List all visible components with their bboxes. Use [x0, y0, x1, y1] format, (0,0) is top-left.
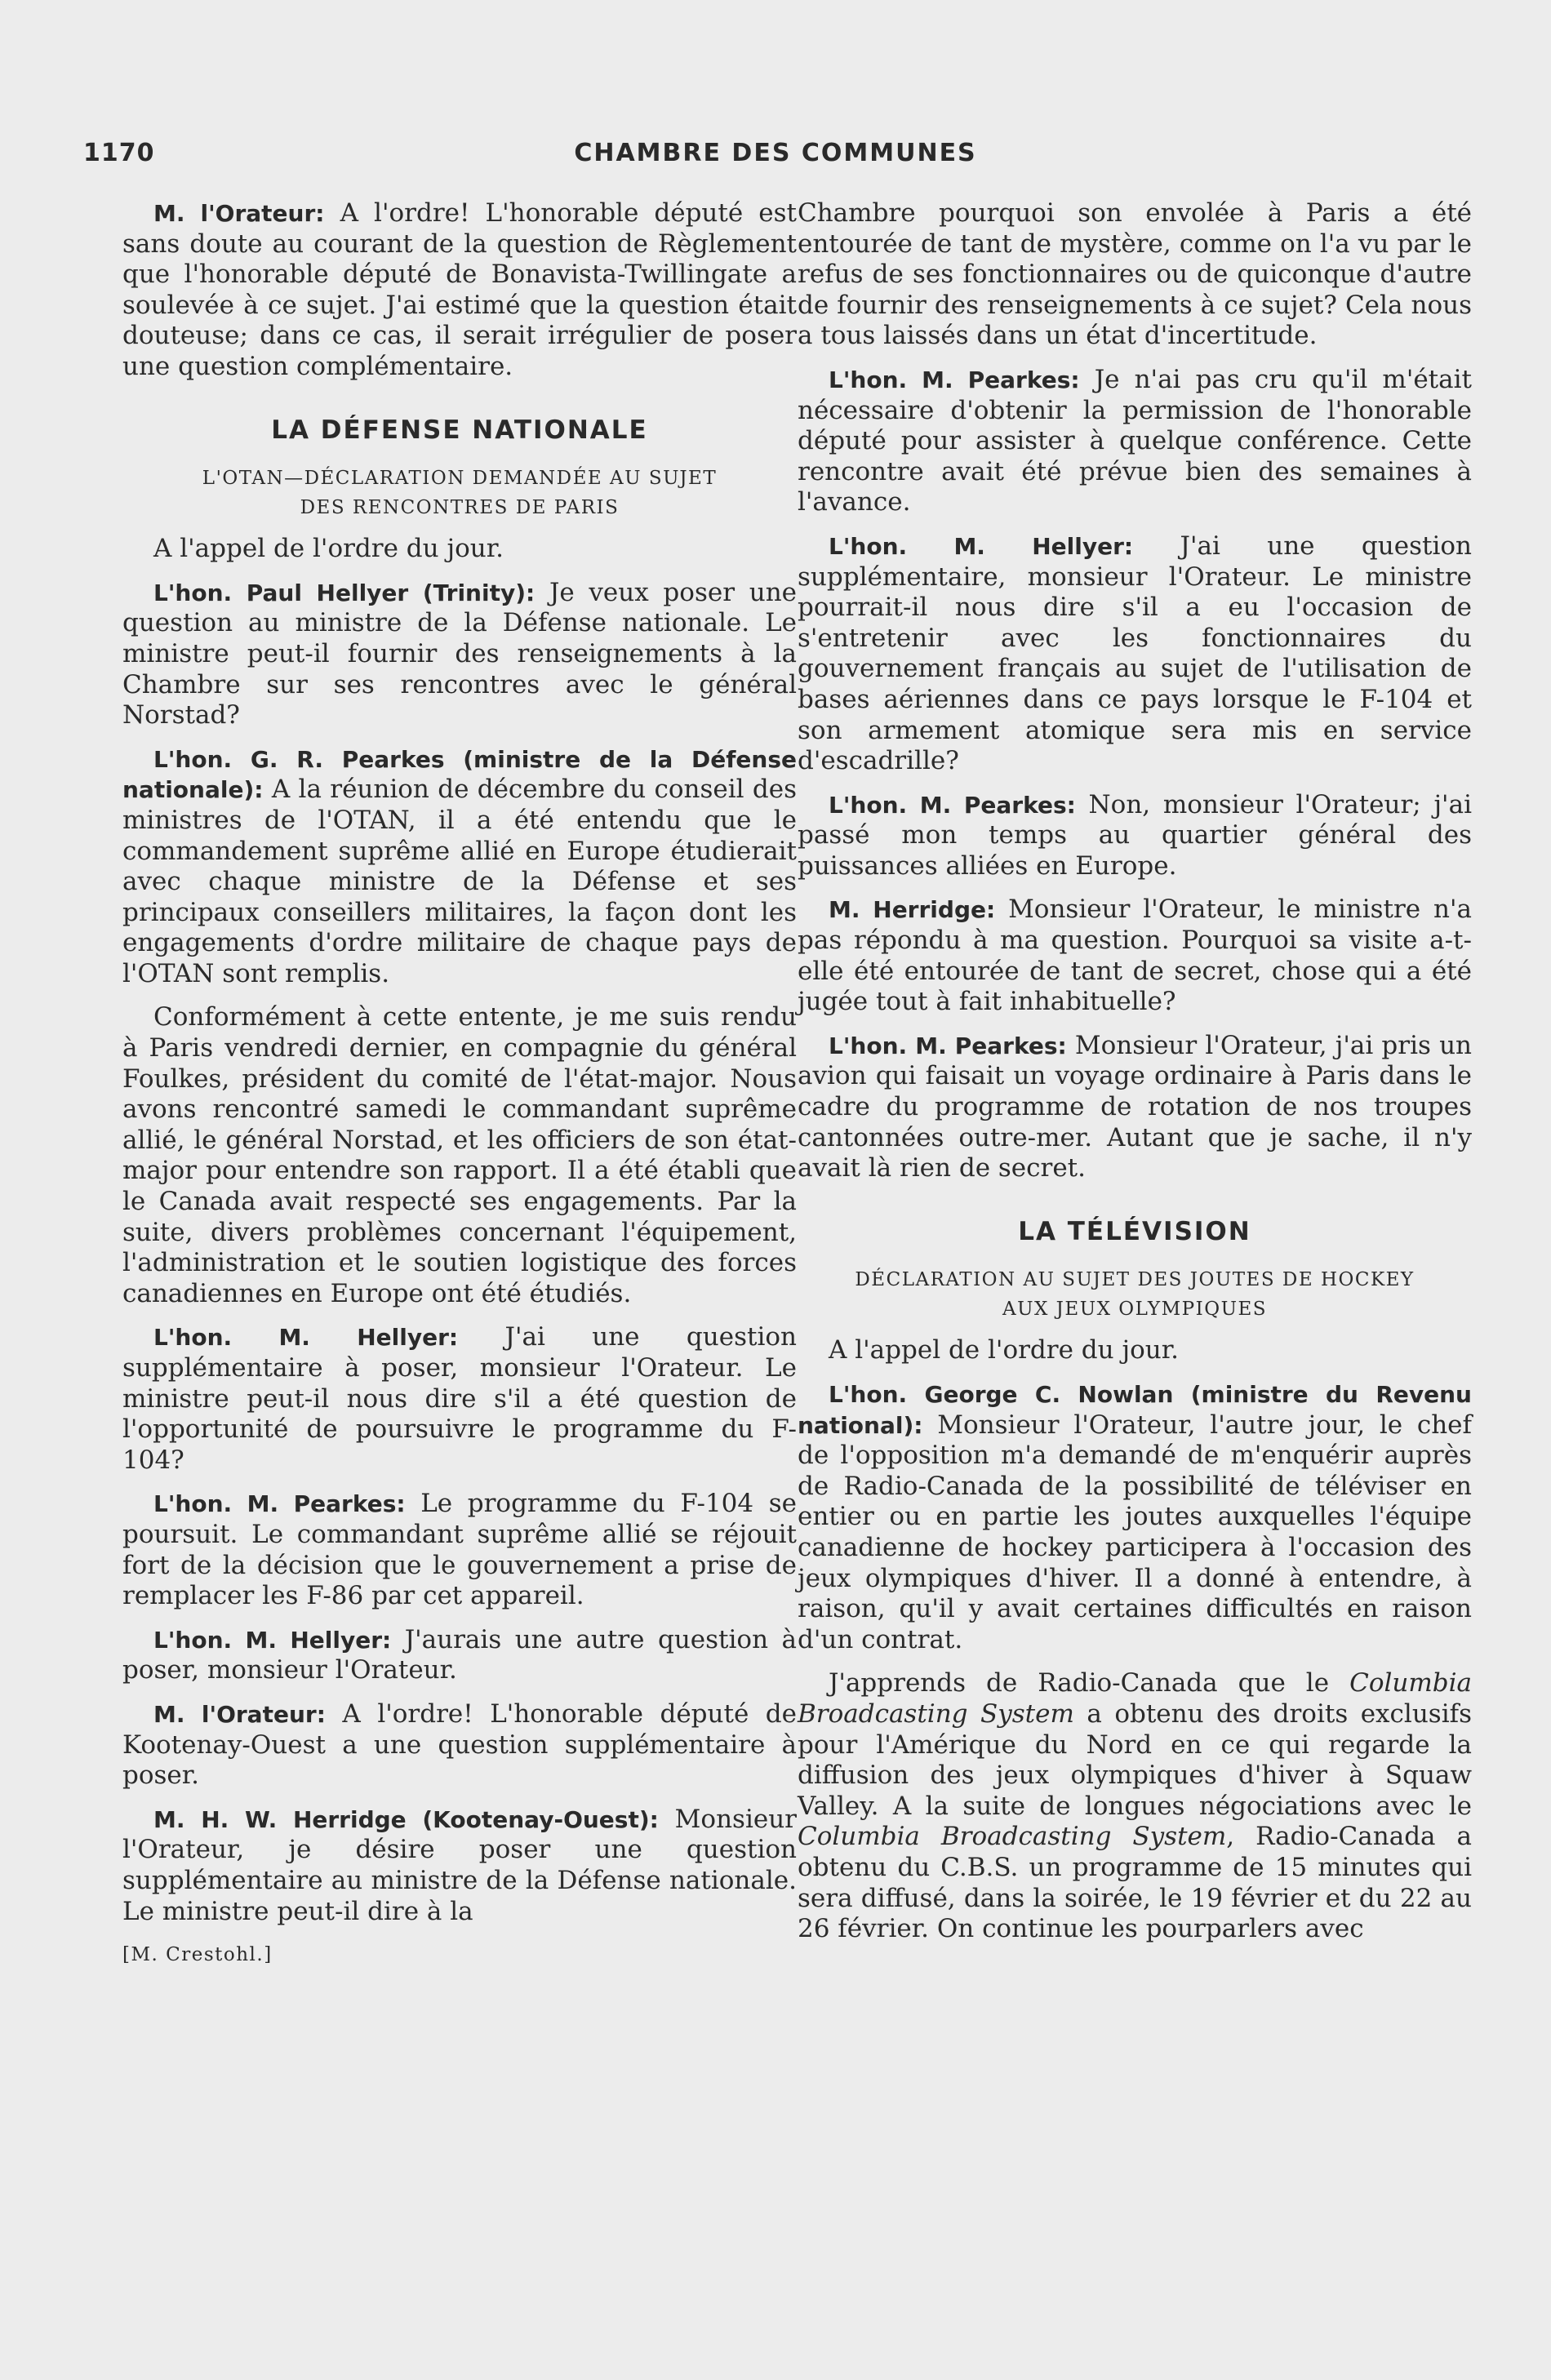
paragraph [122, 578, 797, 731]
speaker: L'hon. M. Pearkes: [153, 1490, 406, 1518]
paragraph-text: J'aurais une autre question à poser, monsieur l'Orateur. [122, 1624, 797, 1685]
section-subtitle [798, 1265, 1472, 1324]
speaker: M. l'Orateur: [153, 1700, 326, 1728]
speaker: M. H. W. Herridge (Kootenay-Ouest): [153, 1805, 659, 1833]
paragraph-text: Le programme du F-104 se poursuit. Le commandant suprême allié se réjouit fort de la décision que le gouvernement a prise de remplacer les F-86 par cet appareil. [122, 1489, 797, 1611]
paragraph-text: Conformément à cette entente, je me suis rendu à Paris vendredi dernier, en compagnie du général Foulkes, président du comité de l'état-major. Nous avons rencontré samedi le commandant suprême allié, le général Norstad, et les officiers de son état-major pour entendre son rapport. Il a été établi que le Canada avait respecté ses engagements. Par la suite, divers problèmes concernant l'équipement, l'administration et le soutien logistique des forces canadiennes en Europe ont été étudiés. [122, 1002, 797, 1308]
paragraph-text: Monsieur l'Orateur, je désire poser une question supplémentaire au ministre de la Défense nationale. Le ministre peut-il dire à la [122, 1804, 797, 1926]
paragraph [122, 1625, 797, 1686]
paragraph-text: Je n'ai pas cru qu'il m'était nécessaire d'obtenir la permission de l'honorable député pour assister à quelque conférence. Cette rencontre avait été prévue bien des semaines à l'avance. [798, 364, 1472, 517]
paragraph [122, 1489, 797, 1611]
paragraph [122, 1805, 797, 1927]
speaker: L'hon. George C. Nowlan (ministre du Revenu national): [798, 1381, 1472, 1439]
subtitle-line: AUX JEUX OLYMPIQUES [1002, 1299, 1267, 1321]
paragraph-text: J'ai une question supplémentaire à poser, monsieur l'Orateur. Le ministre peut-il nous dire s'il a été question de l'opportunité de poursuivre le programme du F-104? [122, 1322, 797, 1475]
paragraph-text: A l'appel de l'ordre du jour. [829, 1335, 1179, 1365]
italic-title: Columbia Broadcasting System [798, 1822, 1227, 1852]
paragraph [798, 198, 1472, 352]
paragraph [122, 1002, 797, 1309]
paragraph-text: A l'appel de l'ordre du jour. [153, 534, 504, 564]
paragraph-text: Monsieur l'Orateur, j'ai pris un avion qui faisait un voyage ordinaire à Paris dans le cadre du programme de rotation de nos troupes cantonnées outre-mer. Autant que je sache, il n'y avait là rien de secret. [798, 1030, 1473, 1183]
speaker: L'hon. M. Hellyer: [829, 532, 1134, 560]
paragraph [122, 534, 797, 565]
speaker: L'hon. Paul Hellyer (Trinity): [153, 579, 536, 606]
speaker: L'hon. G. R. Pearkes (ministre de la Défense nationale): [122, 745, 797, 804]
paragraph-text: Monsieur l'Orateur, le ministre n'a pas répondu à ma question. Pourquoi sa visite a-t-elle été entourée de tant de secret, chose qui a été jugée tout à fait inhabituelle? [798, 895, 1472, 1017]
paragraph [798, 365, 1472, 518]
subtitle-line: L'OTAN—DÉCLARATION DEMANDÉE AU SUJET [202, 468, 718, 490]
right-column [798, 198, 1472, 1958]
paragraph [798, 1668, 1472, 1944]
paragraph [122, 744, 797, 990]
paragraph [122, 1322, 797, 1476]
paragraph-text: Je veux poser une question au ministre de la Défense nationale. Le ministre peut-il fournir des renseignements à la Chambre sur ses rencontres avec le général Norstad? [122, 577, 798, 730]
subtitle-line: DES RENCONTRES DE PARIS [300, 497, 620, 519]
paragraph [122, 1699, 797, 1792]
paragraph-text: J'apprends de Radio-Canada que le [829, 1668, 1350, 1698]
paragraph-text: A l'ordre! L'honorable député de Kootenay-Ouest a une question supplémentaire à poser. [122, 1698, 797, 1791]
paragraph-text: J'ai une question supplémentaire, monsieur l'Orateur. Le ministre pourrait-il nous dire s'il a eu l'occasion de s'entretenir avec les fonctionnaires du gouvernement français au sujet de l'utilisation de bases aériennes dans ce pays lorsque le F-104 et son armement atomique sera mis en service d'escadrille? [798, 531, 1472, 776]
subtitle-line: DÉCLARATION AU SUJET DES JOUTES DE HOCKEY [855, 1269, 1415, 1291]
running-head: CHAMBRE DES COMMUNES [574, 139, 977, 167]
paragraph [798, 1379, 1472, 1655]
paragraph [798, 895, 1472, 1017]
speaker: M. Herridge: [829, 896, 996, 924]
paragraph-text: A la réunion de décembre du conseil des ministres de l'OTAN, il a été entendu que le commandement suprême allié en Europe étudierait avec chaque ministre de la Défense et ses principaux conseillers militaires, la façon dont les engagements d'ordre militaire de chaque pays de l'OTAN sont remplis. [122, 775, 798, 988]
section-title: LA DÉFENSE NATIONALE [271, 415, 648, 445]
page-number: 1170 [83, 139, 155, 167]
paragraph [122, 198, 797, 383]
paragraph [798, 1031, 1472, 1184]
left-column [122, 198, 797, 1971]
paragraph-text: A l'ordre! L'honorable député est sans doute au courant de la question de Règlement que l'honorable député de Bonavista-Twillingate a soulevée à ce sujet. J'ai estimé que la question était douteuse; dans ce cas, il serait irrégulier de poser une question complémentaire. [122, 198, 797, 381]
paragraph [798, 1335, 1472, 1366]
paragraph-text: Monsieur l'Orateur, l'autre jour, le chef de l'opposition m'a demandé de m'enquérir auprès de Radio-Canada de la possibilité de téléviser en entier ou en partie les joutes auxquelles l'équipe canadienne de hockey participera à l'occasion des jeux olympiques d'hiver. Il a donné à entendre, à raison, qu'il y avait certaines difficultés en raison d'un contrat. [798, 1410, 1472, 1654]
paragraph [798, 531, 1472, 777]
paragraph-text: a obtenu des droits exclusifs pour l'Amérique du Nord en ce qui regarde la diffusion des jeux olympiques d'hiver à Squaw Valley. A la suite de longues négociations avec le [798, 1698, 1472, 1821]
section-subtitle [122, 464, 797, 522]
paragraph [798, 790, 1472, 882]
italic-title: Columbia Broadcasting System [798, 1668, 1472, 1729]
paragraph-text: , Radio-Canada a obtenu du C.B.S. un programme de 15 minutes qui sera diffusé, dans la soirée, le 19 février et du 22 au 26 février. On continue les pourparlers avec [798, 1822, 1472, 1944]
speaker: L'hon. M. Pearkes: [829, 1032, 1067, 1059]
speaker: L'hon. M. Pearkes: [829, 791, 1076, 819]
speaker-signature: [M. Crestohl.] [122, 1944, 273, 1966]
paragraph-text: Non, monsieur l'Orateur; j'ai passé mon temps au quartier général des puissances alliées en Europe. [798, 789, 1472, 881]
speaker: L'hon. M. Pearkes: [829, 366, 1080, 393]
section-title: LA TÉLÉVISION [1018, 1216, 1251, 1246]
paragraph-text: Chambre pourquoi son envolée à Paris a été entourée de tant de mystère, comme on l'a vu par le refus de ses fonctionnaires ou de quiconque d'autre de fournir des renseignements à ce sujet? Cela nous a tous laissés dans un état d'incertitude. [798, 198, 1472, 351]
speaker: M. l'Orateur: [153, 200, 325, 227]
speaker: L'hon. M. Hellyer: [153, 1626, 392, 1654]
speaker: L'hon. M. Hellyer: [153, 1324, 459, 1352]
